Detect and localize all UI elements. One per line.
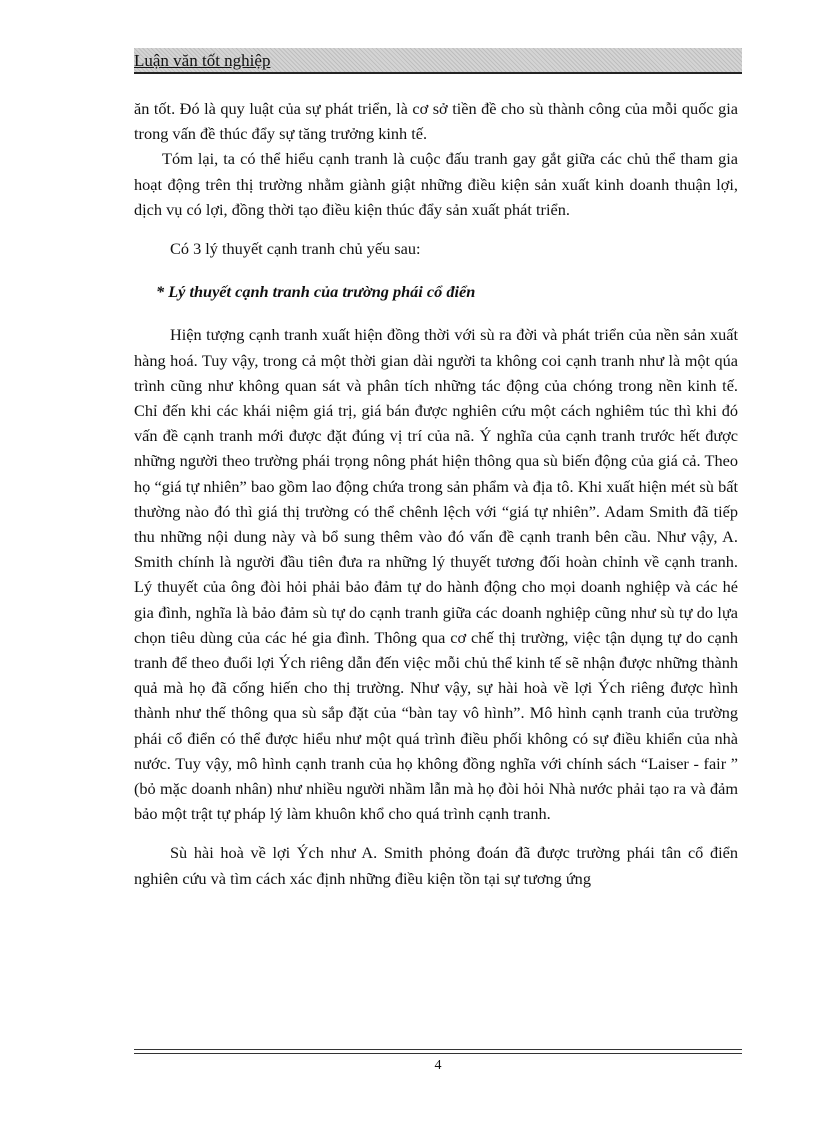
document-body: [134, 96, 738, 891]
header-rule: [134, 72, 742, 74]
footer-rule-top: [134, 1049, 742, 1050]
page-number: 4: [434, 1058, 442, 1073]
running-header-title: Luận văn tốt nghiệp: [134, 51, 271, 70]
section-heading: * Lý thuyết cạnh tranh của trường phái cổ điển: [156, 282, 476, 302]
paragraph-classical-theory: Hiện tượng cạnh tranh xuất hiện đồng thời với sù ra đời và phát triển của nền sản xuất hàng hoá. Tuy vậy, trong cả một thời gian dài người ta không coi cạnh tranh như là một qúa trình cũng như không quan sát và phân tích những tác động của chóng trong nền kinh tế. Chỉ đến khi các khái niệm giá trị, giá bán được nghiên cứu một cách nghiêm túc thì khi đó vấn đề cạnh tranh mới được đặt đúng vị trí của nã. Ý nghĩa của cạnh tranh trước hết được những người theo trường phái trọng nông phát hiện thông qua sù biến động của giá cả. Theo họ “giá tự nhiên” bao gồm lao động chứa trong sản phẩm và địa tô. Khi xuất hiện mét sù bất thường nào đó thì giá thị trường có thể chênh lệch với “giá tự nhiên”. Adam Smith đã tiếp thu những nội dung này và bổ sung thêm vào đó vấn đề cạnh tranh bên cầu. Như vậy, A. Smith chính là người đầu tiên đưa ra những lý thuyết tương đối hoàn chỉnh về cạnh tranh. Lý thuyết của ông đòi hỏi phải bảo đảm tự do hành động cho mọi doanh nghiệp và các hé gia đình, nghĩa là bảo đảm sù tự do cạnh tranh giữa các doanh nghiệp cũng như sù tự do lựa chọn tiêu dùng của các hé gia đình. Thông qua cơ chế thị trường, việc tận dụng tự do cạnh tranh để theo đuổi lợi Ých riêng dẫn đến việc mỗi chủ thể kinh tế sẽ nhận được những thành quả mà họ đã cống hiến cho thị trường. Như vậy, sự hài hoà về lợi Ých riêng được hình thành như thế thông qua sù sắp đặt của “bàn tay vô hình”. Mô hình cạnh tranh của trường phái cổ điển có thể được hiểu như một quá trình điều phối không có sự điều khiển của nhà nước. Tuy vậy, mô hình cạnh tranh của họ không đồng nghĩa với chính sách “Laiser - fair ” (bỏ mặc doanh nhân) như nhiều người nhầm lẫn mà họ đòi hỏi Nhà nước phải tạo ra và đảm bảo một trật tự pháp lý làm khuôn khổ cho quá trình cạnh tranh.: [134, 325, 738, 824]
paragraph-neoclassical: Sù hài hoà về lợi Ých như A. Smith phỏng đoán đã được trường phái tân cổ điển nghiên cứu và tìm cách xác định những điều kiện tồn tại sự tương ứng: [134, 843, 738, 888]
paragraph-summary: Tóm lại, ta có thể hiểu cạnh tranh là cuộc đấu tranh gay gắt giữa các chủ thể tham gia hoạt động trên thị trường nhằm giành giật những điều kiện sản xuất kinh doanh thuận lợi, dịch vụ có lợi, đồng thời tạo điều kiện thúc đẩy sản xuất phát triển.: [134, 149, 738, 219]
footer-rule-bottom: [134, 1053, 742, 1054]
paragraph-intro-theories: Có 3 lý thuyết cạnh tranh chủ yếu sau:: [170, 239, 421, 259]
paragraph-continuation: ăn tốt. Đó là quy luật của sự phát triển, là cơ sở tiền đề cho sù thành công của mỗi quốc gia trong vấn đề thúc đẩy sự tăng trưởng kinh tế.: [134, 99, 738, 144]
